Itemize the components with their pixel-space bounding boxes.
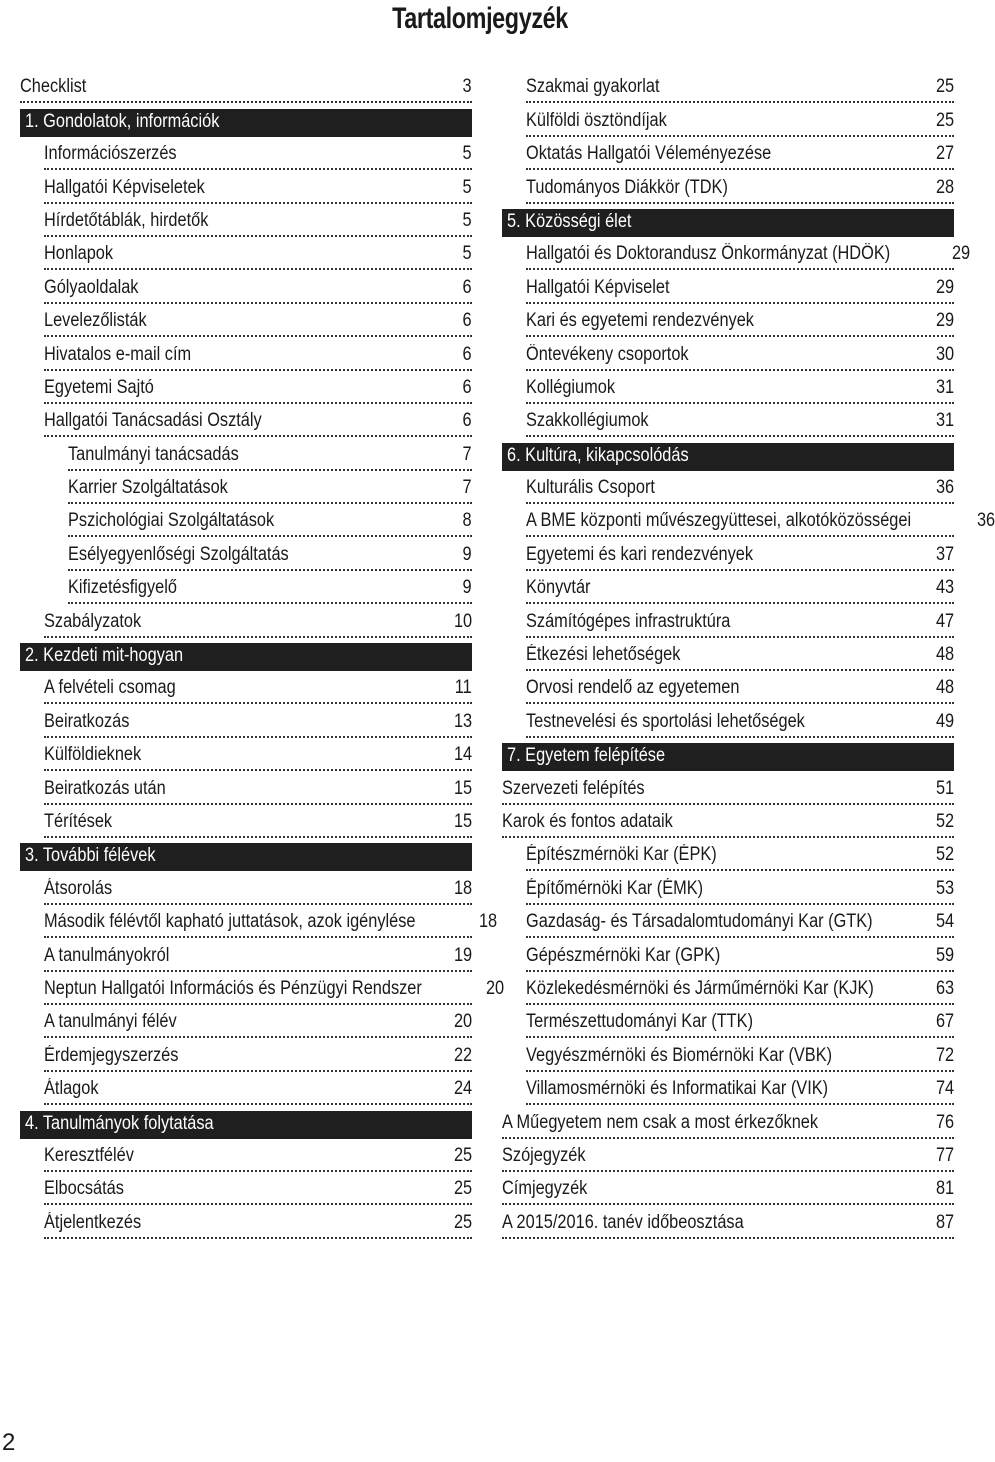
entry-label: Elbocsátás — [44, 1178, 124, 1200]
entry-page-number: 59 — [935, 944, 954, 966]
entry-page-number: 43 — [935, 577, 954, 599]
toc-entry[interactable] — [502, 304, 954, 337]
entry-label: Hallgatói Képviselet — [526, 276, 670, 298]
toc-entry[interactable] — [502, 704, 954, 737]
entry-label: A Műegyetem nem csak a most érkezőknek — [502, 1111, 819, 1133]
toc-entry[interactable] — [502, 371, 954, 404]
toc-section-header — [502, 738, 954, 771]
toc-entry[interactable] — [20, 137, 472, 170]
entry-label: Checklist — [20, 76, 87, 98]
entry-label: Érdemjegyszerzés — [44, 1044, 179, 1066]
toc-entry[interactable] — [20, 337, 472, 370]
toc-entry[interactable] — [20, 1038, 472, 1071]
toc-entry[interactable] — [20, 437, 472, 470]
entry-page-number: 7 — [462, 443, 472, 465]
toc-entry[interactable] — [20, 371, 472, 404]
toc-entry[interactable] — [502, 137, 954, 170]
entry-label: Második félévtől kapható juttatások, azok igénylése — [44, 911, 416, 933]
toc-entry[interactable] — [502, 1139, 954, 1172]
toc-entry[interactable] — [20, 871, 472, 904]
entry-label: Építőmérnöki Kar (ÉMK) — [526, 877, 704, 899]
section-title: 2. Kezdeti mit-hogyan — [25, 645, 184, 667]
entry-page-number: 9 — [462, 577, 472, 599]
toc-entry[interactable] — [20, 471, 472, 504]
entry-page-number: 77 — [935, 1144, 954, 1166]
entry-label: Szakkollégiumok — [526, 410, 649, 432]
entry-label: Orvosi rendelő az egyetemen — [526, 677, 740, 699]
entry-label: Karrier Szolgáltatások — [68, 477, 228, 499]
toc-entry[interactable] — [502, 170, 954, 203]
entry-label: A 2015/2016. tanév időbeosztása — [502, 1211, 744, 1233]
entry-page-number: 6 — [462, 376, 472, 398]
entry-label: Kari és egyetemi rendezvények — [526, 310, 754, 332]
toc-section-header — [502, 437, 954, 470]
entry-page-number: 7 — [462, 477, 472, 499]
toc-entry[interactable] — [20, 1172, 472, 1205]
toc-entry[interactable] — [20, 170, 472, 203]
entry-page-number: 28 — [935, 176, 954, 198]
entry-label: Átlagok — [44, 1078, 99, 1100]
entry-label: Számítógépes infrastruktúra — [526, 610, 731, 632]
entry-page-number: 10 — [453, 610, 472, 632]
toc-entry[interactable] — [20, 537, 472, 570]
entry-label: Könyvtár — [526, 577, 591, 599]
entry-page-number: 15 — [453, 810, 472, 832]
toc-entry[interactable] — [20, 972, 505, 1005]
toc-entry[interactable] — [502, 972, 954, 1005]
entry-page-number: 51 — [935, 777, 954, 799]
entry-label: Közlekedésmérnöki és Járműmérnöki Kar (KJK) — [526, 977, 874, 999]
toc-entry[interactable] — [20, 671, 472, 704]
toc-entry[interactable] — [20, 738, 472, 771]
entry-label: Átjelentkezés — [44, 1211, 142, 1233]
entry-page-number: 49 — [935, 710, 954, 732]
entry-page-number: 25 — [453, 1178, 472, 1200]
entry-page-number: 76 — [935, 1111, 954, 1133]
entry-label: Vegyészmérnöki és Biomérnöki Kar (VBK) — [526, 1044, 833, 1066]
entry-label: Természettudományi Kar (TTK) — [526, 1011, 754, 1033]
entry-page-number: 63 — [935, 977, 954, 999]
entry-page-number: 31 — [935, 376, 954, 398]
entry-page-number: 48 — [935, 677, 954, 699]
toc-entry[interactable] — [20, 1072, 472, 1105]
toc-entry[interactable] — [502, 1005, 954, 1038]
entry-page-number: 24 — [453, 1078, 472, 1100]
entry-page-number: 48 — [935, 644, 954, 666]
toc-entry[interactable] — [502, 638, 954, 671]
entry-label: Villamosmérnöki és Informatikai Kar (VIK) — [526, 1078, 829, 1100]
toc-entry[interactable] — [502, 537, 954, 570]
toc-entry[interactable] — [502, 871, 954, 904]
entry-page-number: 19 — [453, 944, 472, 966]
entry-label: Szervezeti felépítés — [502, 777, 645, 799]
entry-label: Külföldi ösztöndíjak — [526, 109, 667, 131]
entry-label: Térítések — [44, 810, 113, 832]
entry-label: Hallgatói és Doktorandusz Önkormányzat (HDÖK) — [526, 243, 891, 265]
entry-page-number: 27 — [935, 143, 954, 165]
entry-page-number: 18 — [453, 877, 472, 899]
entry-page-number: 29 — [935, 276, 954, 298]
toc-entry[interactable] — [20, 1139, 472, 1172]
entry-page-number: 5 — [462, 243, 472, 265]
entry-label: A tanulmányokról — [44, 944, 170, 966]
entry-page-number: 18 — [478, 911, 498, 933]
entry-label: Információszerzés — [44, 143, 177, 165]
entry-page-number: 22 — [453, 1044, 472, 1066]
entry-label: Szabályzatok — [44, 610, 142, 632]
entry-page-number: 37 — [935, 543, 954, 565]
entry-page-number: 72 — [935, 1044, 954, 1066]
toc-entry[interactable] — [20, 237, 472, 270]
toc-entry[interactable] — [502, 103, 954, 136]
entry-page-number: 11 — [455, 677, 472, 699]
entry-label: Pszichológiai Szolgáltatások — [68, 510, 275, 532]
entry-label: Testnevelési és sportolási lehetőségek — [526, 710, 805, 732]
entry-label: Építészmérnöki Kar (ÉPK) — [526, 844, 717, 866]
entry-page-number: 8 — [462, 510, 472, 532]
toc-entry[interactable] — [502, 404, 954, 437]
entry-label: Hírdetőtáblák, hirdetők — [44, 209, 209, 231]
toc-entry[interactable] — [502, 70, 954, 103]
toc-entry[interactable] — [502, 671, 954, 704]
entry-page-number: 6 — [462, 410, 472, 432]
entry-label: Egyetemi és kari rendezvények — [526, 543, 754, 565]
section-title: 3. További félévek — [25, 845, 156, 867]
entry-page-number: 5 — [462, 176, 472, 198]
entry-label: Hivatalos e-mail cím — [44, 343, 192, 365]
entry-label: Beiratkozás után — [44, 777, 166, 799]
entry-page-number: 31 — [935, 410, 954, 432]
entry-page-number: 14 — [453, 744, 472, 766]
toc-entry[interactable] — [502, 1205, 954, 1238]
entry-label: Kollégiumok — [526, 376, 616, 398]
toc-entry[interactable] — [502, 838, 954, 871]
entry-page-number: 25 — [935, 109, 954, 131]
toc-entry[interactable] — [20, 805, 472, 838]
section-title: 7. Egyetem felépítése — [507, 745, 666, 767]
toc-entry[interactable] — [20, 938, 472, 971]
entry-label: Kulturális Csoport — [526, 477, 655, 499]
entry-page-number: 81 — [935, 1178, 954, 1200]
entry-page-number: 53 — [935, 877, 954, 899]
toc-section-header — [20, 638, 472, 671]
entry-page-number: 20 — [486, 977, 505, 999]
entry-page-number: 74 — [935, 1078, 954, 1100]
toc-entry[interactable] — [502, 1105, 954, 1138]
entry-label: Levelezőlisták — [44, 310, 147, 332]
entry-page-number: 25 — [453, 1144, 472, 1166]
toc-entry[interactable] — [502, 805, 954, 838]
entry-label: Keresztfélév — [44, 1144, 134, 1166]
section-title: 4. Tanulmányok folytatása — [25, 1112, 214, 1134]
toc-entry[interactable] — [20, 905, 498, 938]
entry-label: Szakmai gyakorlat — [526, 76, 660, 98]
toc-entry[interactable] — [20, 1205, 472, 1238]
entry-label: A tanulmányi félév — [44, 1011, 177, 1033]
entry-page-number: 52 — [935, 844, 954, 866]
entry-label: Egyetemi Sajtó — [44, 376, 154, 398]
toc-section-header — [502, 204, 954, 237]
toc-entry[interactable] — [502, 471, 954, 504]
entry-label: Neptun Hallgatói Információs és Pénzügyi Rendszer — [44, 977, 422, 999]
entry-page-number: 36 — [976, 510, 995, 532]
entry-page-number: 3 — [462, 76, 472, 98]
toc-entry[interactable] — [20, 771, 472, 804]
entry-label: Öntevékeny csoportok — [526, 343, 689, 365]
toc-entry[interactable] — [20, 270, 472, 303]
entry-page-number: 25 — [453, 1211, 472, 1233]
toc-entry[interactable] — [502, 337, 954, 370]
entry-page-number: 36 — [935, 477, 954, 499]
toc-entry[interactable] — [502, 1038, 954, 1071]
entry-page-number: 15 — [453, 777, 472, 799]
entry-label: Honlapok — [44, 243, 114, 265]
entry-label: Oktatás Hallgatói Véleményezése — [526, 143, 772, 165]
toc-entry[interactable] — [502, 938, 954, 971]
entry-page-number: 20 — [453, 1011, 472, 1033]
toc-entry[interactable] — [20, 304, 472, 337]
entry-label: Beiratkozás — [44, 710, 130, 732]
toc-entry[interactable] — [502, 905, 954, 938]
entry-label: Gólyaoldalak — [44, 276, 139, 298]
entry-page-number: 5 — [462, 143, 472, 165]
entry-label: Tudományos Diákkör (TDK) — [526, 176, 728, 198]
entry-page-number: 87 — [935, 1211, 954, 1233]
toc-entry[interactable] — [20, 604, 472, 637]
entry-label: Karok és fontos adataik — [502, 810, 673, 832]
entry-page-number: 47 — [935, 610, 954, 632]
toc-entry[interactable] — [20, 404, 472, 437]
entry-page-number: 6 — [462, 276, 472, 298]
entry-label: Kifizetésfigyelő — [68, 577, 177, 599]
toc-section-header — [20, 103, 472, 136]
toc-entry[interactable] — [502, 771, 954, 804]
page-number: 2 — [2, 1429, 16, 1456]
toc-left-column — [20, 70, 505, 1239]
toc-section-header — [20, 838, 472, 871]
entry-label: Átsorolás — [44, 877, 113, 899]
toc-section-header — [20, 1105, 472, 1138]
entry-label: Gazdaság- és Társadalomtudományi Kar (GTK) — [526, 911, 873, 933]
entry-label: A felvételi csomag — [44, 677, 176, 699]
section-title: 1. Gondolatok, információk — [25, 110, 220, 132]
toc-entry[interactable] — [502, 1072, 954, 1105]
entry-label: Étkezési lehetőségek — [526, 644, 681, 666]
entry-page-number: 29 — [952, 243, 971, 265]
entry-page-number: 25 — [935, 76, 954, 98]
entry-label: Szójegyzék — [502, 1144, 586, 1166]
toc-entry[interactable] — [502, 270, 954, 303]
entry-label: Hallgatói Képviseletek — [44, 176, 205, 198]
entry-page-number: 5 — [462, 209, 472, 231]
toc-right-column — [502, 70, 995, 1239]
entry-page-number: 29 — [935, 310, 954, 332]
toc-entry[interactable] — [502, 237, 971, 270]
toc-entry[interactable] — [20, 204, 472, 237]
section-title: 6. Kultúra, kikapcsolódás — [507, 444, 689, 466]
toc-entry[interactable] — [502, 604, 954, 637]
page-title: Tartalomjegyzék — [392, 2, 568, 35]
toc-entry[interactable] — [502, 1172, 954, 1205]
entry-page-number: 54 — [935, 911, 954, 933]
entry-label: A BME központi művészegyüttesei, alkotóközösségei — [526, 510, 912, 532]
toc-entry[interactable] — [20, 704, 472, 737]
entry-label: Külföldieknek — [44, 744, 142, 766]
entry-page-number: 6 — [462, 343, 472, 365]
entry-label: Címjegyzék — [502, 1178, 588, 1200]
toc-entry[interactable] — [502, 571, 954, 604]
entry-label: Gépészmérnöki Kar (GPK) — [526, 944, 721, 966]
entry-label: Esélyegyenlőségi Szolgáltatás — [68, 543, 289, 565]
entry-page-number: 52 — [935, 810, 954, 832]
entry-page-number: 13 — [453, 710, 472, 732]
entry-label: Tanulmányi tanácsadás — [68, 443, 239, 465]
toc-entry[interactable] — [20, 571, 472, 604]
toc-entry[interactable] — [20, 70, 472, 103]
toc-entry[interactable] — [20, 1005, 472, 1038]
entry-page-number: 6 — [462, 310, 472, 332]
section-title: 5. Közösségi élet — [507, 210, 632, 232]
entry-label: Hallgatói Tanácsadási Osztály — [44, 410, 262, 432]
entry-page-number: 30 — [935, 343, 954, 365]
toc-entry[interactable] — [20, 504, 472, 537]
entry-page-number: 9 — [462, 543, 472, 565]
toc-entry[interactable] — [502, 504, 995, 537]
entry-page-number: 67 — [935, 1011, 954, 1033]
